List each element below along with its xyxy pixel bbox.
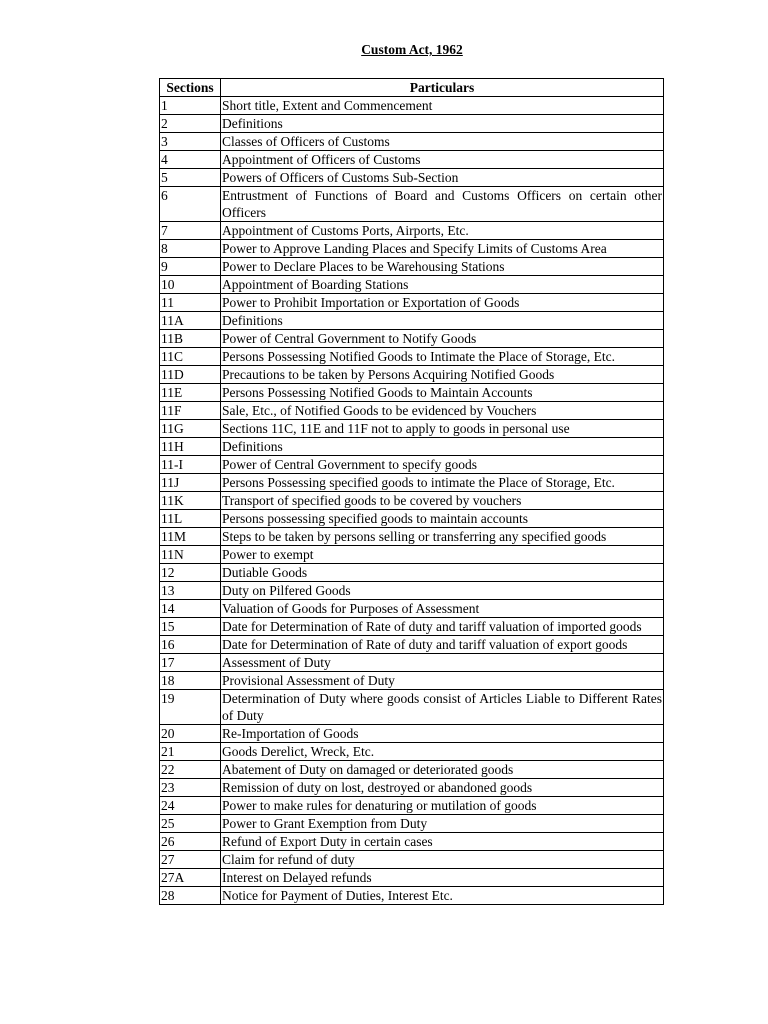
section-number: 11E (160, 384, 221, 402)
section-particular: Powers of Officers of Customs Sub-Section (221, 169, 664, 187)
section-particular: Interest on Delayed refunds (221, 869, 664, 887)
table-row (160, 833, 664, 851)
section-particular: Entrustment of Functions of Board and Customs Officers on certain other Officers (222, 188, 662, 220)
section-particular: Persons Possessing Notified Goods to Maintain Accounts (221, 384, 664, 402)
section-number: 11M (160, 528, 221, 546)
section-number: 16 (160, 636, 221, 654)
section-particular: Power to Prohibit Importation or Exportation of Goods (221, 294, 664, 312)
section-particular: Sections 11C, 11E and 11F not to apply to goods in personal use (221, 420, 664, 438)
table-row (160, 187, 664, 222)
section-particular: Precautions to be taken by Persons Acquiring Notified Goods (221, 366, 664, 384)
table-row (160, 851, 664, 869)
table-row (160, 312, 664, 330)
table-row (160, 869, 664, 887)
section-particular: Steps to be taken by persons selling or transferring any specified goods (221, 528, 664, 546)
table-row (160, 169, 664, 187)
table-row (160, 438, 664, 456)
section-number: 15 (160, 618, 221, 636)
table-row (160, 510, 664, 528)
table-body (160, 97, 664, 905)
section-number: 11G (160, 420, 221, 438)
table-row (160, 97, 664, 115)
section-particular: Refund of Export Duty in certain cases (221, 833, 664, 851)
section-number: 11L (160, 510, 221, 528)
section-number: 5 (160, 169, 221, 187)
section-number: 28 (160, 887, 221, 905)
section-particular: Persons possessing specified goods to maintain accounts (221, 510, 664, 528)
section-number: 11J (160, 474, 221, 492)
section-number: 17 (160, 654, 221, 672)
section-particular: Persons Possessing specified goods to intimate the Place of Storage, Etc. (221, 474, 664, 492)
section-number: 23 (160, 779, 221, 797)
section-number: 11A (160, 312, 221, 330)
table-row (160, 600, 664, 618)
table-row (160, 636, 664, 654)
section-particular: Power to Approve Landing Places and Specify Limits of Customs Area (221, 240, 664, 258)
table-row (160, 115, 664, 133)
section-number: 2 (160, 115, 221, 133)
section-number: 11D (160, 366, 221, 384)
section-particular: Goods Derelict, Wreck, Etc. (221, 743, 664, 761)
section-particular: Power to exempt (221, 546, 664, 564)
table-row (160, 240, 664, 258)
table-row (160, 779, 664, 797)
table-row (160, 618, 664, 636)
table-row (160, 528, 664, 546)
section-number: 21 (160, 743, 221, 761)
section-particular: Short title, Extent and Commencement (221, 97, 664, 115)
section-particular: Claim for refund of duty (221, 851, 664, 869)
section-number: 3 (160, 133, 221, 151)
table-header-row (160, 79, 664, 97)
section-particular: Persons Possessing Notified Goods to Intimate the Place of Storage, Etc. (221, 348, 664, 366)
section-particular: Power to Grant Exemption from Duty (221, 815, 664, 833)
table-row (160, 815, 664, 833)
section-particular: Appointment of Officers of Customs (221, 151, 664, 169)
table-row (160, 366, 664, 384)
section-particular: Determination of Duty where goods consist of Articles Liable to Different Rates of Duty (222, 691, 662, 723)
section-number: 7 (160, 222, 221, 240)
section-number: 14 (160, 600, 221, 618)
section-number: 26 (160, 833, 221, 851)
table-row (160, 258, 664, 276)
table-row (160, 797, 664, 815)
section-particular: Appointment of Boarding Stations (221, 276, 664, 294)
table-row (160, 133, 664, 151)
sections-table (159, 78, 664, 905)
section-particular: Power of Central Government to Notify Goods (221, 330, 664, 348)
table-row (160, 582, 664, 600)
table-row (160, 725, 664, 743)
section-number: 25 (160, 815, 221, 833)
section-particular: Date for Determination of Rate of duty and tariff valuation of imported goods (221, 618, 664, 636)
section-number: 6 (160, 187, 221, 222)
section-particular: Sale, Etc., of Notified Goods to be evidenced by Vouchers (221, 402, 664, 420)
table-row (160, 222, 664, 240)
section-particular: Assessment of Duty (221, 654, 664, 672)
section-number: 11K (160, 492, 221, 510)
table-row (160, 743, 664, 761)
section-number: 12 (160, 564, 221, 582)
section-particular: Transport of specified goods to be covered by vouchers (221, 492, 664, 510)
table-row (160, 564, 664, 582)
table-row (160, 887, 664, 905)
table-row (160, 330, 664, 348)
section-particular: Remission of duty on lost, destroyed or abandoned goods (221, 779, 664, 797)
section-particular: Provisional Assessment of Duty (221, 672, 664, 690)
table-row (160, 151, 664, 169)
section-number: 27A (160, 869, 221, 887)
table-row (160, 348, 664, 366)
section-number: 11H (160, 438, 221, 456)
section-particular: Valuation of Goods for Purposes of Assessment (221, 600, 664, 618)
table-row (160, 276, 664, 294)
table-row (160, 420, 664, 438)
section-particular: Dutiable Goods (221, 564, 664, 582)
section-number: 19 (160, 690, 221, 725)
section-particular: Classes of Officers of Customs (221, 133, 664, 151)
section-particular: Abatement of Duty on damaged or deteriorated goods (221, 761, 664, 779)
section-number: 11C (160, 348, 221, 366)
section-particular: Appointment of Customs Ports, Airports, Etc. (221, 222, 664, 240)
document-title: Custom Act, 1962 (361, 42, 463, 57)
table-row (160, 672, 664, 690)
section-particular: Date for Determination of Rate of duty and tariff valuation of export goods (221, 636, 664, 654)
table-row (160, 294, 664, 312)
section-number: 8 (160, 240, 221, 258)
section-particular: Notice for Payment of Duties, Interest Etc. (221, 887, 664, 905)
section-number: 18 (160, 672, 221, 690)
section-number: 1 (160, 97, 221, 115)
table-row (160, 761, 664, 779)
table-row (160, 546, 664, 564)
section-particular: Definitions (221, 312, 664, 330)
table-row (160, 654, 664, 672)
section-number: 20 (160, 725, 221, 743)
section-particular: Power to Declare Places to be Warehousing Stations (221, 258, 664, 276)
table-row (160, 384, 664, 402)
table-row (160, 492, 664, 510)
section-particular: Power to make rules for denaturing or mutilation of goods (221, 797, 664, 815)
section-number: 11F (160, 402, 221, 420)
section-number: 9 (160, 258, 221, 276)
section-number: 11B (160, 330, 221, 348)
header-particulars: Particulars (221, 79, 664, 97)
table-row (160, 456, 664, 474)
section-number: 11N (160, 546, 221, 564)
table-row (160, 402, 664, 420)
section-number: 4 (160, 151, 221, 169)
section-number: 13 (160, 582, 221, 600)
table-row (160, 690, 664, 725)
section-particular: Definitions (221, 115, 664, 133)
section-number: 11-I (160, 456, 221, 474)
header-sections: Sections (160, 79, 221, 97)
section-number: 24 (160, 797, 221, 815)
section-number: 27 (160, 851, 221, 869)
section-particular: Definitions (221, 438, 664, 456)
section-number: 10 (160, 276, 221, 294)
table-row (160, 474, 664, 492)
section-particular: Power of Central Government to specify goods (221, 456, 664, 474)
section-particular: Re-Importation of Goods (221, 725, 664, 743)
section-particular: Duty on Pilfered Goods (221, 582, 664, 600)
section-number: 22 (160, 761, 221, 779)
section-number: 11 (160, 294, 221, 312)
